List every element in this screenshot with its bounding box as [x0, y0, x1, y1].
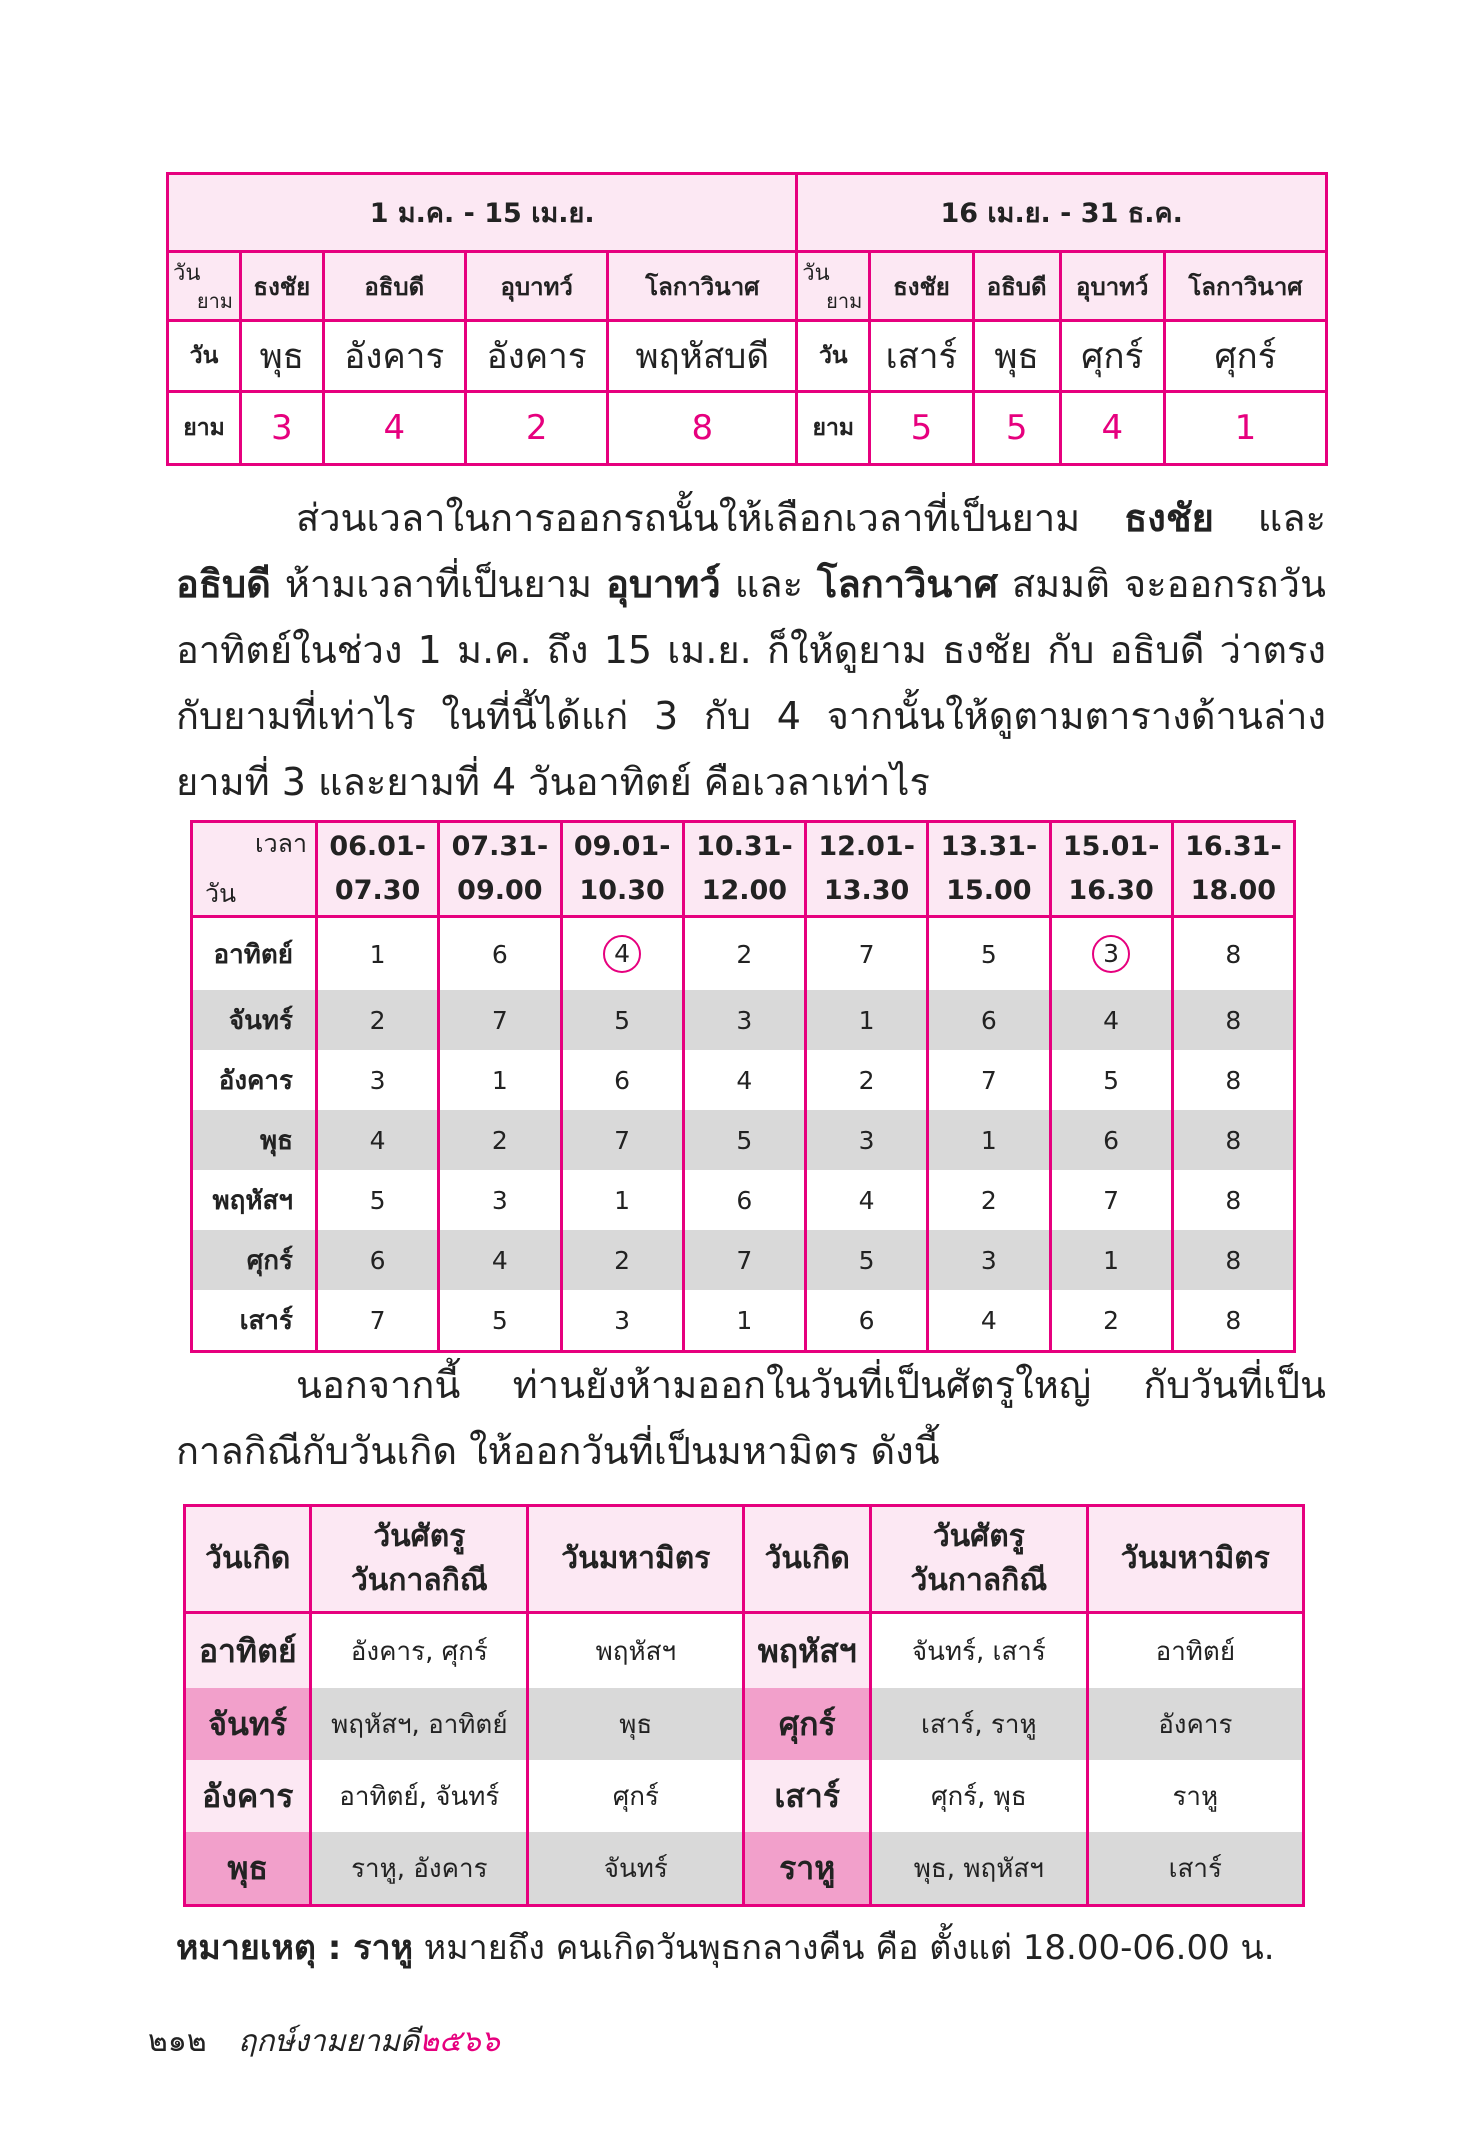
row-label-yam: ยาม	[797, 392, 870, 465]
footnote	[176, 1920, 1275, 1974]
col-header-birth: วันเกิด	[744, 1506, 871, 1613]
yam-value: 7	[928, 1050, 1050, 1110]
yam-value: 3	[439, 1170, 561, 1230]
birth-day: พฤหัสฯ	[744, 1613, 871, 1689]
friend-day: พฤหัสฯ	[528, 1613, 744, 1689]
corner-cell-2	[797, 252, 870, 321]
corner-cell	[192, 822, 317, 917]
yam-value: 1	[561, 1170, 683, 1230]
birth-day: เสาร์	[744, 1760, 871, 1832]
note-label: หมายเหตุ :	[176, 1928, 354, 1968]
yam-value: 8	[1172, 1110, 1294, 1170]
table-row	[185, 1688, 1304, 1760]
col-header-friend: วันมหามิตร	[528, 1506, 744, 1613]
yam-value-circled	[1050, 917, 1172, 991]
yam-value: 8	[1172, 990, 1294, 1050]
yam-value: 4	[317, 1110, 439, 1170]
yam-value: 4	[683, 1050, 805, 1110]
row-label-day: วัน	[168, 321, 241, 392]
yam-cell: 2	[465, 392, 607, 465]
yam-cell: 8	[608, 392, 797, 465]
table-row	[185, 1832, 1304, 1906]
day-cell: อังคาร	[465, 321, 607, 392]
day-label: อังคาร	[192, 1050, 317, 1110]
time-header: 16.31- 18.00	[1172, 822, 1294, 917]
yam-value: 5	[806, 1230, 928, 1290]
col-header-friend: วันมหามิตร	[1087, 1506, 1303, 1613]
table-row	[192, 917, 1295, 991]
text: และ	[1213, 496, 1326, 540]
note-text: หมายถึง คนเกิดวันพุธกลางคืน คือ ตั้งแต่ 18.00-06.00 น.	[413, 1928, 1275, 1968]
book-year: ๒๕๖๖	[419, 2024, 500, 2059]
row-label-day: วัน	[797, 321, 870, 392]
corner-bottom: ยาม	[196, 289, 233, 313]
yam-value: 2	[928, 1170, 1050, 1230]
bold-term: ธงชัย	[1124, 496, 1214, 540]
table-row	[185, 1760, 1304, 1832]
circle-highlight: 4	[603, 935, 641, 973]
bold-term: อธิบดี	[176, 562, 271, 606]
yam-value: 1	[317, 917, 439, 991]
yam-value: 8	[1172, 1290, 1294, 1352]
yam-value: 5	[1050, 1050, 1172, 1110]
enemy-days: ศุกร์, พุธ	[870, 1760, 1087, 1832]
day-cell: เสาร์	[870, 321, 973, 392]
text: ห้ามเวลาที่เป็นยาม	[270, 562, 607, 606]
friend-day: ราหู	[1087, 1760, 1303, 1832]
note-term: ราหู	[353, 1928, 413, 1968]
enemy-days: เสาร์, ราหู	[870, 1688, 1087, 1760]
col-header: อุบาทว์	[465, 252, 607, 321]
yam-value: 4	[806, 1170, 928, 1230]
day-cell: พุธ	[973, 321, 1060, 392]
yam-value: 8	[1172, 1050, 1294, 1110]
day-cell: ศุกร์	[1060, 321, 1164, 392]
period2-header: 16 เม.ย. - 31 ธ.ค.	[797, 174, 1327, 252]
yam-value: 7	[806, 917, 928, 991]
corner-top: วัน	[173, 261, 201, 286]
yam-value: 1	[928, 1110, 1050, 1170]
friend-day: อังคาร	[1087, 1688, 1303, 1760]
yam-value: 8	[1172, 1230, 1294, 1290]
table-row	[192, 1110, 1295, 1170]
yam-value: 2	[561, 1230, 683, 1290]
bold-term: โลกาวินาศ	[817, 562, 998, 606]
yam-value: 4	[439, 1230, 561, 1290]
col-header: ธงชัย	[241, 252, 324, 321]
day-label: จันทร์	[192, 990, 317, 1050]
yam-value: 3	[561, 1290, 683, 1352]
table-row	[192, 1170, 1295, 1230]
yam-time-table	[190, 820, 1296, 1353]
period1-header: 1 ม.ค. - 15 เม.ย.	[168, 174, 797, 252]
corner-top: วัน	[802, 261, 830, 286]
text: สมมติ จะออกรถวันอาทิตย์ในช่วง 1 ม.ค. ถึง 15 เม.ย. ก็ให้ดูยาม ธงชัย กับ อธิบดี ว่าตรงกับยามที่เท่าไร ในที่นี้ได้แก่ 3 กับ 4 จากนั้นให้ดูตามตารางด้านล่าง ยามที่ 3 และยามที่ 4 วันอาทิตย์ คือเวลาเท่าไร	[176, 562, 1326, 804]
yam-value: 3	[317, 1050, 439, 1110]
enemy-days: อังคาร, ศุกร์	[311, 1613, 528, 1689]
table-row	[192, 1230, 1295, 1290]
page-number: ๒๑๒	[148, 2024, 207, 2059]
birthday-table	[183, 1504, 1305, 1907]
yam-value: 2	[439, 1110, 561, 1170]
yam-value: 1	[1050, 1230, 1172, 1290]
yam-value: 8	[1172, 917, 1294, 991]
text: ส่วนเวลาในการออกรถนั้นให้เลือกเวลาที่เป็นยาม	[296, 496, 1125, 540]
friend-day: พุธ	[528, 1688, 744, 1760]
yam-value: 5	[561, 990, 683, 1050]
day-cell: พุธ	[241, 321, 324, 392]
bold-term: อุบาทว์	[606, 562, 721, 606]
yam-value: 5	[317, 1170, 439, 1230]
row-label-yam: ยาม	[168, 392, 241, 465]
day-label: พุธ	[192, 1110, 317, 1170]
col-header-enemy: วันศัตรู วันกาลกิณี	[870, 1506, 1087, 1613]
birth-day: ศุกร์	[744, 1688, 871, 1760]
yam-cell: 4	[323, 392, 465, 465]
friend-day: อาทิตย์	[1087, 1613, 1303, 1689]
yam-value: 2	[1050, 1290, 1172, 1352]
enemy-days: พุธ, พฤหัสฯ	[870, 1832, 1087, 1906]
yam-cell: 3	[241, 392, 324, 465]
yam-value: 6	[928, 990, 1050, 1050]
yam-value: 1	[806, 990, 928, 1050]
birth-day: ราหู	[744, 1832, 871, 1906]
table-row	[192, 1050, 1295, 1110]
col-header-birth: วันเกิด	[185, 1506, 311, 1613]
enemy-days: พฤหัสฯ, อาทิตย์	[311, 1688, 528, 1760]
yam-value: 6	[561, 1050, 683, 1110]
yam-value: 4	[1050, 990, 1172, 1050]
yam-value: 4	[928, 1290, 1050, 1352]
birth-day: จันทร์	[185, 1688, 311, 1760]
col-header: ธงชัย	[870, 252, 973, 321]
yam-cell: 5	[870, 392, 973, 465]
time-header: 15.01- 16.30	[1050, 822, 1172, 917]
book-title: ฤกษ์งามยามดี	[238, 2024, 420, 2059]
corner-cell-1	[168, 252, 241, 321]
corner-bottom: วัน	[205, 879, 237, 908]
yam-value: 2	[806, 1050, 928, 1110]
table-row	[192, 1290, 1295, 1352]
birth-day: พุธ	[185, 1832, 311, 1906]
text: และ	[720, 562, 818, 606]
day-cell: พฤหัสบดี	[608, 321, 797, 392]
col-header: อธิบดี	[323, 252, 465, 321]
yam-value: 7	[317, 1290, 439, 1352]
time-header: 13.31- 15.00	[928, 822, 1050, 917]
day-label: พฤหัสฯ	[192, 1170, 317, 1230]
yam-value: 6	[806, 1290, 928, 1352]
enemy-days: ราหู, อังคาร	[311, 1832, 528, 1906]
yam-value: 6	[439, 917, 561, 991]
yam-value-circled	[561, 917, 683, 991]
yam-table-by-period	[166, 172, 1328, 466]
time-header: 09.01- 10.30	[561, 822, 683, 917]
yam-value: 2	[317, 990, 439, 1050]
yam-value: 7	[561, 1110, 683, 1170]
yam-value: 7	[439, 990, 561, 1050]
time-header: 12.01- 13.30	[806, 822, 928, 917]
yam-value: 6	[1050, 1110, 1172, 1170]
birth-day: อาทิตย์	[185, 1613, 311, 1689]
yam-value: 6	[683, 1170, 805, 1230]
yam-value: 7	[1050, 1170, 1172, 1230]
col-header: อุบาทว์	[1060, 252, 1164, 321]
yam-value: 3	[683, 990, 805, 1050]
yam-value: 1	[683, 1290, 805, 1352]
day-label: ศุกร์	[192, 1230, 317, 1290]
yam-value: 5	[928, 917, 1050, 991]
paragraph-1	[176, 485, 1326, 815]
yam-cell: 1	[1164, 392, 1326, 465]
birth-day: อังคาร	[185, 1760, 311, 1832]
page-footer	[148, 2018, 500, 2065]
paragraph-2: นอกจากนี้ ท่านยังห้ามออกในวันที่เป็นศัตรูใหญ่ กับวันที่เป็นกาลกิณีกับวันเกิด ให้ออกวันที่เป็นมหามิตร ดังนี้	[176, 1363, 1326, 1473]
enemy-days: จันทร์, เสาร์	[870, 1613, 1087, 1689]
table-row	[192, 990, 1295, 1050]
yam-value: 2	[683, 917, 805, 991]
col-header: โลกาวินาศ	[1164, 252, 1326, 321]
yam-value: 1	[439, 1050, 561, 1110]
col-header-enemy: วันศัตรู วันกาลกิณี	[311, 1506, 528, 1613]
yam-cell: 4	[1060, 392, 1164, 465]
yam-value: 3	[928, 1230, 1050, 1290]
corner-top: เวลา	[255, 829, 307, 858]
table-row	[185, 1613, 1304, 1689]
yam-value: 6	[317, 1230, 439, 1290]
col-header: อธิบดี	[973, 252, 1060, 321]
circle-highlight: 3	[1092, 935, 1130, 973]
yam-value: 5	[683, 1110, 805, 1170]
yam-cell: 5	[973, 392, 1060, 465]
time-header: 10.31- 12.00	[683, 822, 805, 917]
friend-day: เสาร์	[1087, 1832, 1303, 1906]
yam-value: 5	[439, 1290, 561, 1352]
day-cell: ศุกร์	[1164, 321, 1326, 392]
friend-day: จันทร์	[528, 1832, 744, 1906]
corner-bottom: ยาม	[826, 289, 863, 313]
time-header: 07.31- 09.00	[439, 822, 561, 917]
day-cell: อังคาร	[323, 321, 465, 392]
col-header: โลกาวินาศ	[608, 252, 797, 321]
yam-value: 8	[1172, 1170, 1294, 1230]
day-label: อาทิตย์	[192, 917, 317, 991]
yam-value: 7	[683, 1230, 805, 1290]
yam-value: 3	[806, 1110, 928, 1170]
enemy-days: อาทิตย์, จันทร์	[311, 1760, 528, 1832]
friend-day: ศุกร์	[528, 1760, 744, 1832]
time-header: 06.01- 07.30	[317, 822, 439, 917]
day-label: เสาร์	[192, 1290, 317, 1352]
